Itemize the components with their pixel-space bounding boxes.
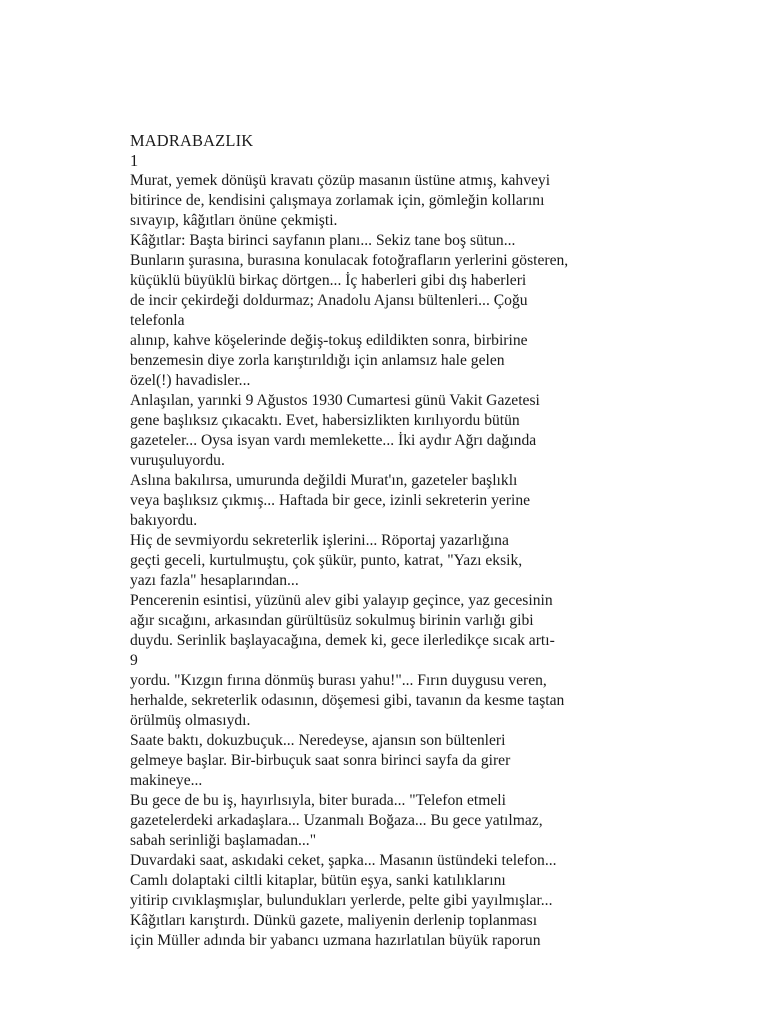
text-line: veya başlıksız çıkmış... Haftada bir gece, izinli sekreterin yerine <box>130 492 531 509</box>
text-line: Hiç de sevmiyordu sekreterlik işlerini... Röportaj yazarlığına <box>130 532 509 549</box>
text-line: gelmeye başlar. Bir-birbuçuk saat sonra birinci sayfa da girer <box>130 752 511 769</box>
body-text <box>130 171 750 951</box>
text-line: küçüklü büyüklü birkaç dörtgen... İç haberleri gibi dış haberleri <box>130 272 527 289</box>
text-line: yitirip cıvıklaşmışlar, bulundukları yerlerde, pelte gibi yayılmışlar... <box>130 892 553 909</box>
text-line: gazeteler... Oysa isyan vardı memlekette... İki aydır Ağrı dağında <box>130 432 537 449</box>
text-line: herhalde, sekreterlik odasının, döşemesi gibi, tavanın da kesme taştan <box>130 692 565 709</box>
text-line: makineye... <box>130 772 203 789</box>
text-line: bitirince de, kendisini çalışmaya zorlamak için, gömleğin kollarını <box>130 192 545 209</box>
text-line: Bunların şurasına, burasına konulacak fotoğrafların yerlerini gösteren, <box>130 252 569 269</box>
document-title: MADRABAZLIK <box>130 131 254 150</box>
text-line: Murat, yemek dönüşü kravatı çözüp masanın üstüne atmış, kahveyi <box>130 172 551 189</box>
text-line: vuruşuluyordu. <box>130 452 225 469</box>
text-line: telefonla <box>130 312 185 329</box>
text-line: bakıyordu. <box>130 512 198 529</box>
text-line: geçti geceli, kurtulmuştu, çok şükür, punto, katrat, "Yazı eksik, <box>130 552 523 569</box>
text-line: Kâğıtları karıştırdı. Dünkü gazete, maliyenin derlenip toplanması <box>130 912 538 929</box>
text-line: Kâğıtlar: Başta birinci sayfanın planı... Sekiz tane boş sütun... <box>130 232 516 249</box>
text-line: Anlaşılan, yarınki 9 Ağustos 1930 Cumartesi günü Vakit Gazetesi <box>130 392 540 409</box>
text-line: için Müller adında bir yabancı uzmana hazırlatılan büyük raporun <box>130 932 541 949</box>
text-line: Aslına bakılırsa, umurunda değildi Murat'ın, gazeteler başlıklı <box>130 472 518 489</box>
text-line: alınıp, kahve köşelerinde değiş-tokuş edildikten sonra, birbirine <box>130 332 528 349</box>
text-line: ağır sıcağını, arkasından gürültüsüz sokulmuş birinin varlığı gibi <box>130 612 534 629</box>
text-line: Saate baktı, dokuzbuçuk... Neredeyse, ajansın son bültenleri <box>130 732 506 749</box>
text-line: de incir çekirdeği doldurmaz; Anadolu Ajansı bültenleri... Çoğu <box>130 292 528 309</box>
text-line: örülmüş olmasıydı. <box>130 712 251 729</box>
text-line: benzemesin diye zorla karıştırıldığı için anlamsız hale gelen <box>130 352 505 369</box>
chapter-number: 1 <box>130 151 139 170</box>
text-line: gazetelerdeki arkadaşlara... Uzanmalı Boğaza... Bu gece yatılmaz, <box>130 812 543 829</box>
text-line: Bu gece de bu iş, hayırlısıyla, biter burada... "Telefon etmeli <box>130 792 506 809</box>
text-line: sabah serinliği başlamadan..." <box>130 832 317 849</box>
text-line: Camlı dolaptaki ciltli kitaplar, bütün eşya, sanki katılıklarını <box>130 872 506 889</box>
text-line: 9 <box>130 652 138 669</box>
text-line: Pencerenin esintisi, yüzünü alev gibi yalayıp geçince, yaz gecesinin <box>130 592 553 609</box>
text-line: yordu. "Kızgın fırına dönmüş burası yahu!"... Fırın duygusu veren, <box>130 672 547 689</box>
text-line: Duvardaki saat, askıdaki ceket, şapka... Masanın üstündeki telefon... <box>130 852 557 869</box>
text-line: sıvayıp, kâğıtları önüne çekmişti. <box>130 212 338 229</box>
text-line: yazı fazla" hesaplarından... <box>130 572 299 589</box>
document-text <box>130 131 750 951</box>
text-line: gene başlıksız çıkacaktı. Evet, habersizlikten kırılıyordu bütün <box>130 412 520 429</box>
text-line: duydu. Serinlik başlayacağına, demek ki, gece ilerledikçe sıcak artı- <box>130 632 555 649</box>
text-line: özel(!) havadisler... <box>130 372 251 389</box>
